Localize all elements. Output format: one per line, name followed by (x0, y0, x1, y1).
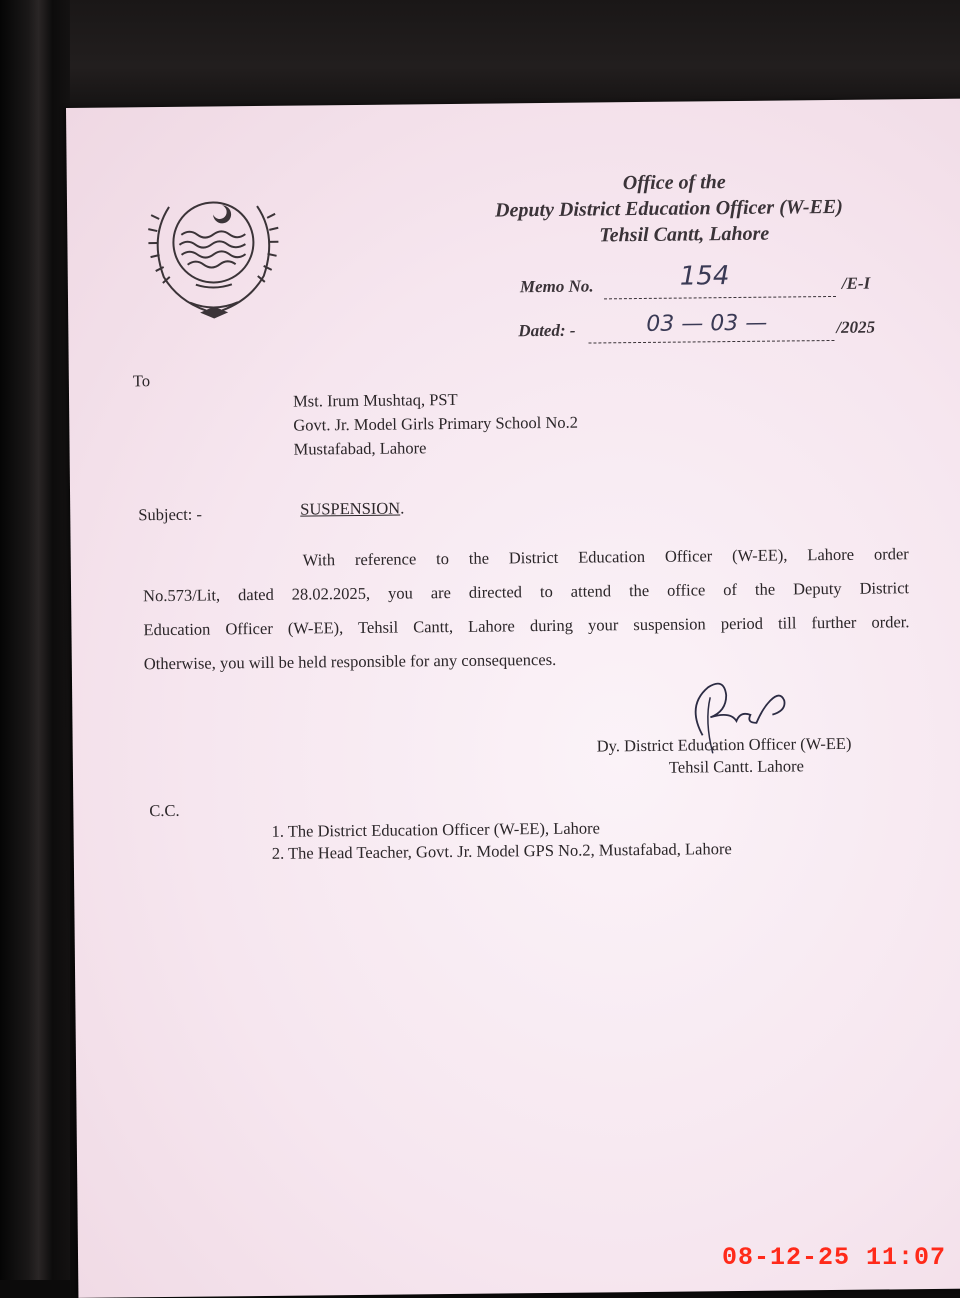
memo-suffix: /E-I (841, 273, 871, 293)
cc-item-2: 2. The Head Teacher, Govt. Jr. Model GPS No.2, Mustafabad, Lahore (271, 839, 732, 863)
subject-text (300, 498, 404, 519)
letterhead-office-of-the: Office of the (622, 171, 726, 195)
body-line-3: Education Officer (W-EE), Tehsil Cantt, Lahore during your suspension period till further order. (143, 612, 910, 640)
signature-designation: Dy. District Education Officer (W-EE) (596, 733, 852, 756)
cc-label: C.C. (149, 800, 180, 821)
background-top (0, 0, 960, 112)
dated-handwritten: 03 — 03 — (646, 310, 768, 337)
background-left-edge (0, 0, 70, 1280)
recipient-city: Mustafabad, Lahore (293, 438, 427, 459)
body-line-4: Otherwise, you will be held responsible for any consequences. (143, 649, 557, 674)
memo-number: 154 (679, 261, 730, 292)
to-label: To (132, 371, 151, 391)
cc-item-1: 1. The District Education Officer (W-EE), Lahore (271, 818, 601, 841)
subject-label: Subject: - (138, 504, 203, 525)
body-line-1: With reference to the District Education Officer (W-EE), Lahore order (302, 544, 909, 570)
dated-line (588, 340, 834, 344)
subject-period: . (400, 498, 405, 518)
body-line-2: No.573/Lit, dated 28.02.2025, you are directed to attend the office of the Deputy District (143, 578, 910, 606)
dated-label: Dated: - (518, 320, 576, 341)
photo-timestamp: 08-12-25 11:07 (721, 1243, 946, 1272)
memo-line (604, 296, 836, 299)
letterhead-location: Tehsil Cantt, Lahore (599, 222, 770, 247)
memo-label: Memo No. (519, 276, 594, 297)
signature-location: Tehsil Cantt. Lahore (668, 756, 804, 777)
body-paragraph (143, 537, 910, 681)
recipient-name: Mst. Irum Mushtaq, PST (292, 389, 458, 411)
dated-year: /2025 (836, 317, 876, 337)
subject-value: SUSPENSION (300, 498, 401, 519)
recipient-school: Govt. Jr. Model Girls Primary School No.2 (293, 412, 579, 435)
letterhead-office-title: Deputy District Education Officer (W-EE) (494, 195, 843, 222)
punjab-government-emblem-icon (129, 184, 298, 326)
letter-sheet (66, 98, 960, 1297)
